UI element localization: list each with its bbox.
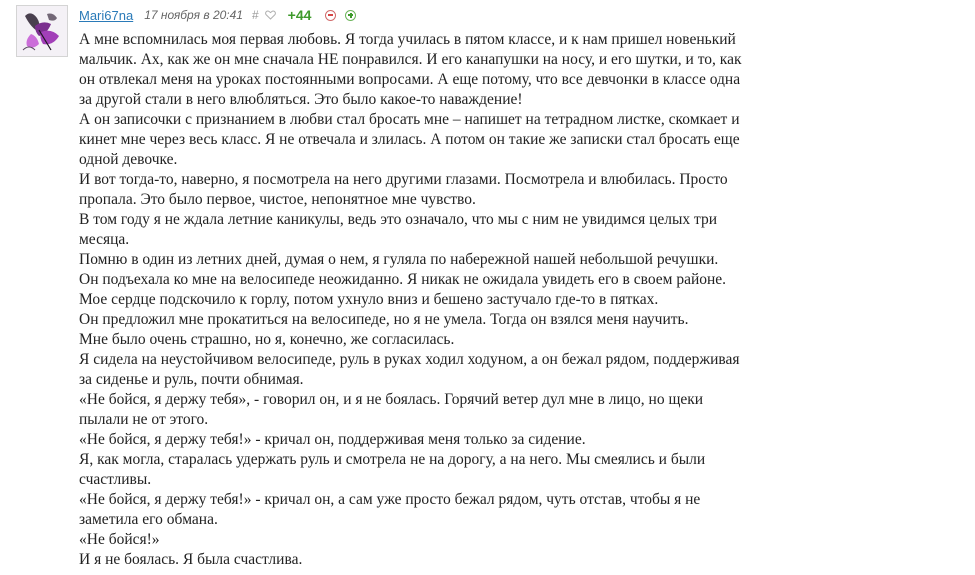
comment-text-line: А мне вспомнилась моя первая любовь. Я тогда училась в пятом классе, и к нам пришел новенький — [79, 31, 736, 48]
comment-text-line: заметила его обмана. — [79, 511, 218, 528]
comment-text-line: И вот тогда-то, наверно, я посмотрела на него другими глазами. Посмотрела и влюбилась. Просто — [79, 171, 728, 188]
permalink-link[interactable]: # — [251, 8, 259, 22]
author-link[interactable]: Mari67na — [79, 7, 134, 23]
comment-text-line: месяца. — [79, 231, 130, 248]
vote-up-icon[interactable] — [345, 10, 356, 21]
comment-text-line: одной девочке. — [79, 151, 178, 168]
comment-date: 17 ноября в 20:41 — [144, 8, 243, 22]
comment-text-line: «Не бойся, я держу тебя», - говорил он, и я не боялась. Горячий ветер дул мне в лицо, но щеки — [79, 391, 704, 408]
comment-text-line: Он предложил мне прокатиться на велосипеде, но я не умела. Тогда он взялся меня научить. — [79, 311, 689, 328]
comment-text-line: Он подъехала ко мне на велосипеде неожиданно. Я никак не ожидала увидеть его в своем районе. — [79, 271, 727, 288]
comment-text-line: за другой стали в него влюбляться. Это было какое-то наваждение! — [79, 91, 523, 108]
comment-text-line: И я не боялась. Я была счастлива. — [79, 551, 303, 568]
comment-text-line: счастливы. — [79, 471, 152, 488]
comment-text-line: кинет мне через весь класс. Я не отвечала и злилась. А потом он такие же записки стал бросать еще — [79, 131, 740, 148]
comment-text-line: Я, как могла, старалась удержать руль и смотрела не на дорогу, а на него. Мы смеялись и были — [79, 451, 706, 468]
comment-text-line: Помню в один из летних дней, думая о нем, я гуляла по набережной нашей небольшой речушки. — [79, 251, 719, 268]
comment-score: +44 — [287, 7, 312, 23]
comment-text-line: мальчик. Ах, как же он мне сначала НЕ понравился. И его канапушки на носу, и его шутки, и то, как — [79, 51, 742, 68]
comment-text-line: Мне было очень страшно, но я, конечно, же согласилась. — [79, 331, 455, 348]
comment-text-line: за сиденье и руль, почти обнимая. — [79, 371, 304, 388]
vote-down-icon[interactable] — [325, 10, 336, 21]
comment-text — [79, 30, 969, 570]
comment-text-line: «Не бойся, я держу тебя!» - кричал он, а сам уже просто бежал рядом, чуть отстав, чтобы я не — [79, 491, 701, 508]
heart-icon[interactable] — [265, 10, 276, 20]
comment-text-line: А он записочки с признанием в любви стал бросать мне – напишет на тетрадном листке, скомкает и — [79, 111, 740, 128]
comment-text-line: «Не бойся, я держу тебя!» - кричал он, поддерживая меня только за сидение. — [79, 431, 586, 448]
comment-text-line: Я сидела на неустойчивом велосипеде, руль в руках ходил ходуном, а он бежал рядом, поддерживая — [79, 351, 740, 368]
comment-text-line: Мое сердце подскочило к горлу, потом ухнуло вниз и бешено застучало где-то в пятках. — [79, 291, 659, 308]
avatar[interactable] — [16, 5, 68, 57]
comment-text-line: В том году я не ждала летние каникулы, ведь это означало, что мы с ним не увидимся целых три — [79, 211, 718, 228]
comment-text-line: он отвлекал меня на уроках постоянными вопросами. А еще потому, что все девчонки в классе одна — [79, 71, 741, 88]
comment-meta — [79, 5, 356, 25]
comment-text-line: пропала. Это было первое, чистое, непонятное мне чувство. — [79, 191, 476, 208]
comment-text-line: пылали не от этого. — [79, 411, 209, 428]
butterfly-avatar-icon — [17, 6, 67, 56]
comment-text-line: «Не бойся!» — [79, 531, 160, 548]
